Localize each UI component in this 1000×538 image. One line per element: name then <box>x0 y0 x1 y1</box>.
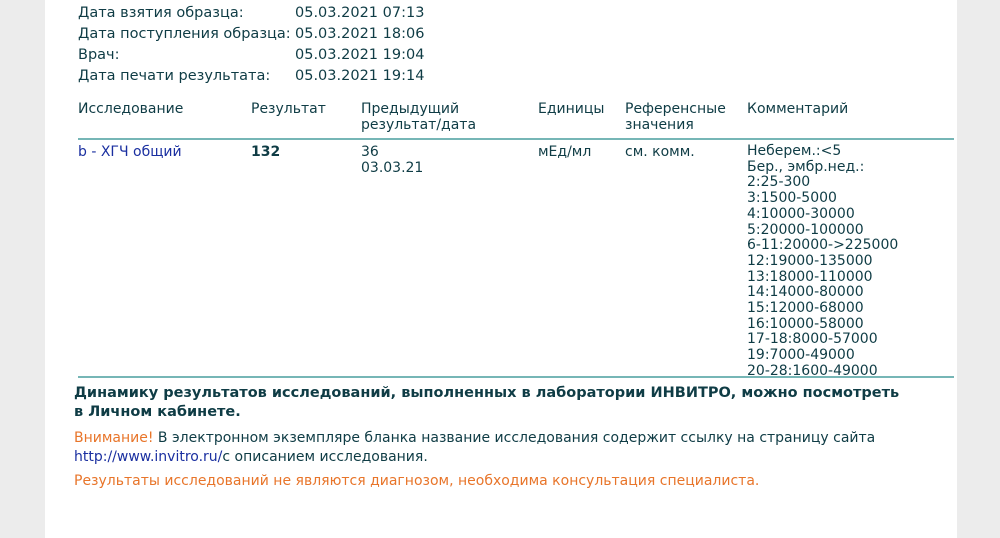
sample-info-row <box>78 45 424 66</box>
reference-value: см. комм. <box>625 144 695 160</box>
sample-taken-value: 05.03.2021 07:13 <box>295 5 425 21</box>
comment-line: 12:19000-135000 <box>747 252 873 269</box>
comment-line: 13:18000-110000 <box>747 268 873 285</box>
header-reference-line1: Референсные <box>625 101 726 117</box>
table-row <box>78 140 954 378</box>
lab-result-page <box>45 0 957 538</box>
header-comment: Комментарий <box>747 101 849 117</box>
comment-line: Неберем.:<5 <box>747 143 842 159</box>
previous-value: 36 <box>361 144 379 160</box>
warning-text-end: с описанием исследования. <box>222 449 428 465</box>
previous-result <box>361 144 423 176</box>
sample-info-row <box>78 66 424 87</box>
comment-line: 16:10000-58000 <box>747 315 864 332</box>
comment-line: 4:10000-30000 <box>747 205 855 222</box>
header-previous <box>361 101 476 133</box>
header-reference-line2: значения <box>625 117 694 133</box>
study-name-link[interactable]: b - ХГЧ общий <box>78 144 182 160</box>
comment-line: 5:20000-100000 <box>747 221 864 238</box>
print-date-value: 05.03.2021 19:14 <box>295 68 425 84</box>
comment-line: 14:14000-80000 <box>747 284 864 301</box>
warning-text: В электронном экземпляре бланка название исследования содержит ссылку на страницу сайта <box>153 430 876 446</box>
invitro-link[interactable]: http://www.invitro.ru/ <box>74 449 223 465</box>
comment-line: 15:12000-68000 <box>747 300 864 317</box>
header-study: Исследование <box>78 101 184 117</box>
results-table-header <box>78 101 954 140</box>
header-previous-line2: результат/дата <box>361 117 477 133</box>
comment-line: 2:25-300 <box>747 174 811 191</box>
comment-line: 20-28:1600-49000 <box>747 362 878 379</box>
units-value: мЕд/мл <box>538 144 592 160</box>
header-result: Результат <box>251 101 326 117</box>
warning-note <box>74 429 904 467</box>
dynamics-note: Динамику результатов исследований, выполненных в лаборатории ИНВИТРО, можно посмотреть в Личном кабинете. <box>74 385 900 420</box>
comment-line: Бер., эмбр.нед.: <box>747 158 865 175</box>
sample-received-value: 05.03.2021 18:06 <box>295 26 425 42</box>
header-units: Единицы <box>538 101 605 117</box>
comment-line: 6-11:20000->225000 <box>747 237 899 254</box>
header-reference <box>625 101 726 133</box>
print-date-label: Дата печати результата: <box>78 68 271 84</box>
sample-taken-label: Дата взятия образца: <box>78 5 244 21</box>
doctor-label: Врач: <box>78 47 120 63</box>
comment-line: 3:1500-5000 <box>747 190 837 207</box>
comment-line: 17-18:8000-57000 <box>747 331 878 348</box>
comment-line: 19:7000-49000 <box>747 347 855 364</box>
header-previous-line1: Предыдущий <box>361 101 460 117</box>
sample-info-row <box>78 24 424 45</box>
doctor-value: 05.03.2021 19:04 <box>295 47 425 63</box>
previous-date: 03.03.21 <box>361 160 424 176</box>
warning-label: Внимание! <box>74 430 154 446</box>
disclaimer-note: Результаты исследований не являются диагнозом, необходима консультация специалиста. <box>74 473 760 489</box>
comment-cell <box>747 144 898 380</box>
sample-received-label: Дата поступления образца: <box>78 26 291 42</box>
sample-info <box>78 3 424 87</box>
sample-info-row <box>78 3 424 24</box>
results-table <box>78 101 954 378</box>
result-value: 132 <box>251 144 281 160</box>
